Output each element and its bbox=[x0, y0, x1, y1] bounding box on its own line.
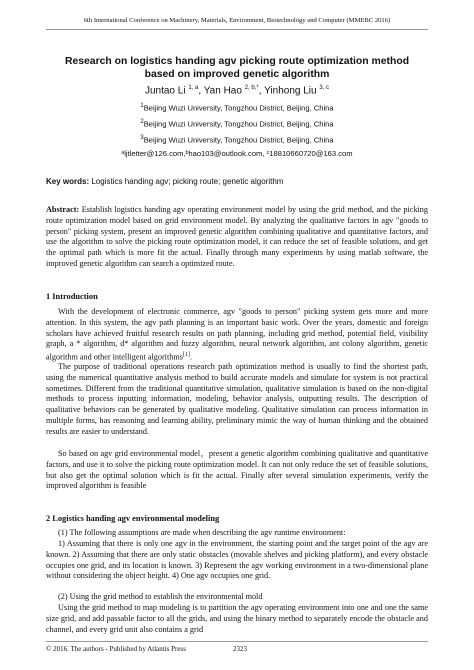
section-heading: 1 Introduction bbox=[46, 292, 98, 301]
section-heading: 2 Logistics handing agv environmental modeling bbox=[46, 514, 220, 523]
keywords-label: Key words: bbox=[46, 177, 90, 186]
affiliation bbox=[0, 117, 474, 130]
affiliation bbox=[0, 101, 474, 114]
body-paragraph: Using the grid method to map modeling is to partition the agv operating environment into one and one the same size grid, and add passable factor to all the grids, and using the binary method to separately encode the obstacle and channel, and every grid unit also contains a grid bbox=[46, 603, 428, 634]
paragraph-text: . bbox=[189, 352, 192, 362]
paragraph-text: With the development of electronic commerce, agv "goods to person" picking system gets more and more attention. In this system, the agv path planning is an important basic work. Over the years, domestic and foreign scholars have achieved fruitful research results on path planning, including grid method, potential field, visibility graph, a * algorithm, d* algorithm and fuzzy algorithm, neural network algorithm, ant colony algorithm, genetic algorithm and other intelligent algorithms bbox=[46, 307, 428, 362]
abstract-text: Establish logistics handing agv operating environment model by using the grid method, and the picking route optimization model based on grid environment model. By analyzing the qualitative factors in agv "goods to person" picking system, present an improved genetic algorithm combining qualitative and quantitative factors, and use the algorithm to solve the picking route optimization model, it can reduce the set of feasible solutions, and get the optimal path which is more fit the actual. Finally through many experiments by using matlab software, the improved genetic algorithm can search a optimized route. bbox=[46, 205, 428, 268]
keywords bbox=[46, 177, 446, 186]
author-list: Juntao Li $^{1, a}$, Yan Hao $^{2, b,*}$, Yinhong Liu $^{3, c}$ bbox=[144, 85, 330, 97]
body-paragraph: The purpose of traditional operations research path optimization method is usually to find the shortest path, using the numerical quantitative analysis method to build accurate models and simulate for system is not practical sometimes. Different from the traditional quantitative simulation, qualitative simulation is based on the non-digital methods to process inputting information, modeling, behavior analysis, outputting results. The description of qualitative behaviors can be generated by qualitative modeling. Qualitative simulation can process information in multiple forms, has reasoning and learning ability, preliminary mimic the way of human thinking and the obtained results are easier to understand. bbox=[46, 362, 428, 436]
footer-rule bbox=[46, 641, 428, 642]
abstract bbox=[46, 205, 428, 270]
copyright-notice: © 2016. The authors - Published by Atlantis Press bbox=[46, 645, 186, 653]
abstract-label: Abstract: bbox=[46, 205, 80, 214]
affiliation-text: Beijing Wuzi University, Tongzhou District, Beijing, China bbox=[143, 119, 334, 129]
citation: [1] bbox=[182, 352, 190, 359]
author-superscript: 2, b,* bbox=[244, 85, 259, 91]
title-line-2: based on improved genetic algorithm bbox=[144, 69, 330, 80]
body-paragraph: So based on agv grid environmental model，present a genetic algorithm combining qualitative and quantitative factors, and use it to solve the picking route optimization model. It can not only reduce the set of feasible solutions, but also get the optimal solution which is fit the actual. Finally after several simulation experiments, verify the improved algorithm is feasible bbox=[46, 449, 428, 491]
author-name: Juntao Li bbox=[144, 85, 186, 97]
author-name: Yinhong Liu bbox=[264, 85, 317, 97]
author-emails: ᵃljtletter@126.com,ᵇhao103@outlook.com, ᶜ18810660720@163.com bbox=[121, 149, 353, 158]
body-paragraph: 1) Assuming that there is only one agv in the environment, the starting point and the target point of the agv are known. 2) Assuming that there are only static obstacles (movable shelves and picking platform), and every obstacle occupies one grid, and its location is known. 3) Represent the agv working environment in a two-dimensional plane without considering the object height. 4) One agv occupies one grid. bbox=[46, 539, 428, 581]
body-paragraph: (1) The following assumptions are made when describing the agv runtime environment: bbox=[58, 528, 346, 537]
body-paragraph: (2) Using the grid method to establish the environmental mold bbox=[58, 592, 263, 601]
affiliation-number: 2 bbox=[140, 119, 144, 125]
author-name: Yan Hao bbox=[203, 85, 242, 97]
paper-title bbox=[0, 55, 474, 81]
page-number: 2323 bbox=[233, 645, 247, 653]
author-superscript: 3, c bbox=[319, 85, 330, 91]
conference-header: 6th International Conference on Machinery, Materials, Environment, Biotechnology and Computer (MMEBC 2016) bbox=[83, 17, 391, 24]
affiliation-number: 3 bbox=[140, 135, 144, 141]
affiliation-text: Beijing Wuzi University, Tongzhou District, Beijing, China bbox=[143, 135, 334, 145]
affiliation-number: 1 bbox=[140, 103, 144, 109]
affiliation bbox=[0, 133, 474, 146]
affiliation-text: Beijing Wuzi University, Tongzhou District, Beijing, China bbox=[143, 103, 334, 113]
body-paragraph bbox=[46, 307, 428, 364]
author-superscript: 1, a bbox=[188, 85, 199, 91]
keywords-text: Logistics handing agv; picking route; genetic algorithm bbox=[89, 177, 284, 186]
header-rule bbox=[46, 29, 428, 30]
title-line-1: Research on logistics handing agv picking route optimization method bbox=[64, 56, 410, 67]
